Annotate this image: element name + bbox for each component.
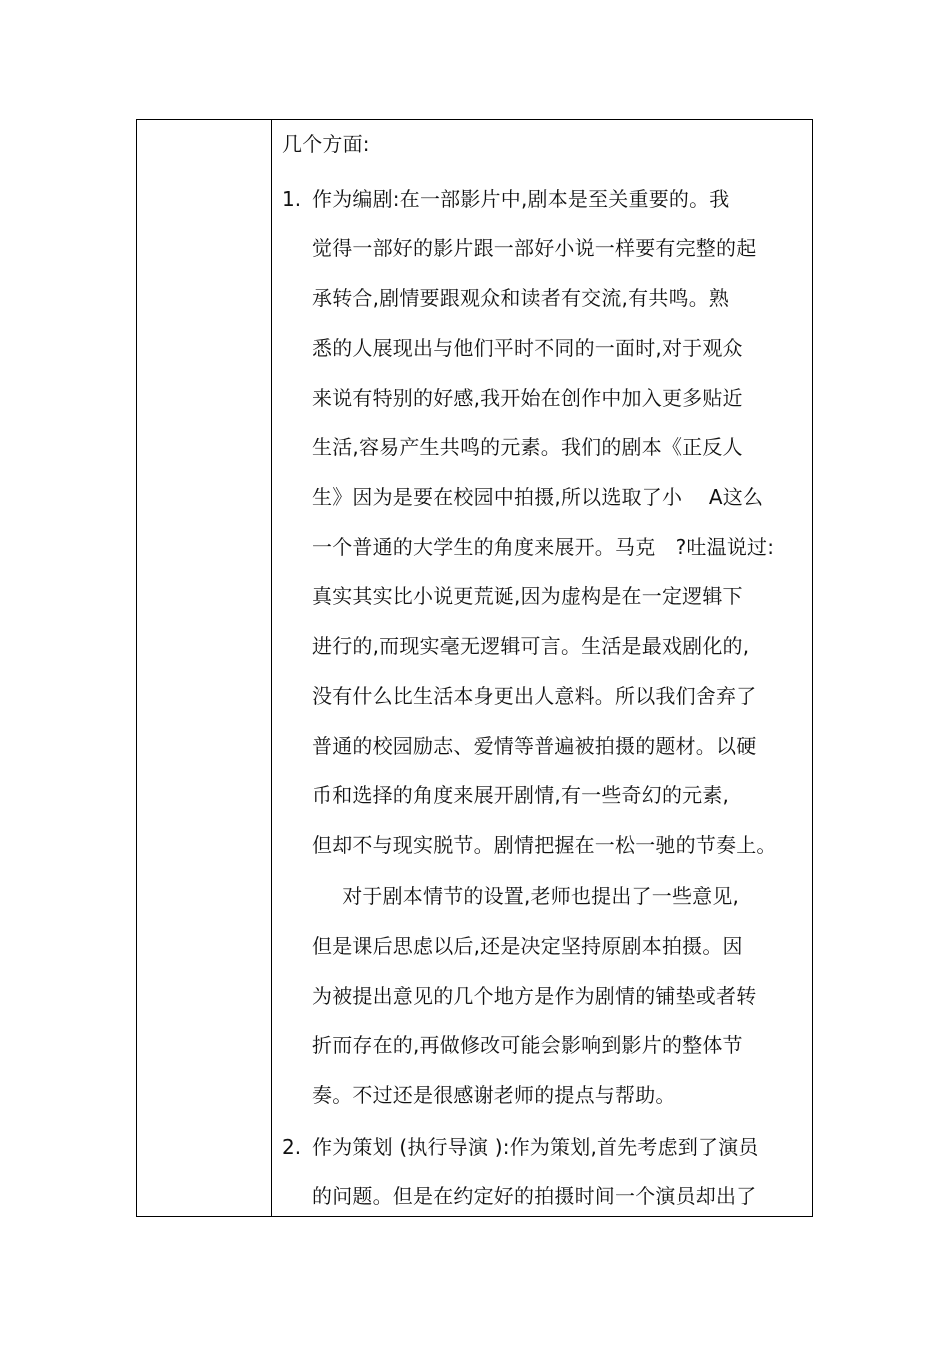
item-1-number: 1.	[282, 187, 302, 211]
item-1-line: 币和选择的角度来展开剧情,有一些奇幻的元素,	[312, 783, 730, 807]
item-1-line: 觉得一部好的影片跟一部好小说一样要有完整的起	[312, 236, 757, 260]
item-2-line: 作为策划 (执行导演 ):作为策划,首先考虑到了演员	[312, 1135, 759, 1159]
item-1-line: 生活,容易产生共鸣的元素。我们的剧本《正反人	[312, 435, 743, 459]
item-1-line: 一个普通的大学生的角度来展开。马克 ?吐温说过:	[312, 535, 775, 559]
item-1-line: 没有什么比生活本身更出人意料。所以我们舍弃了	[312, 684, 757, 708]
item-1-line: 奏。不过还是很感谢老师的提点与帮助。	[312, 1083, 676, 1107]
item-1-line: 但是课后思虑以后,还是决定坚持原剧本拍摄。因	[312, 934, 743, 958]
item-1-line: 对于剧本情节的设置,老师也提出了一些意见,	[322, 884, 740, 908]
item-1-line: 来说有特别的好感,我开始在创作中加入更多贴近	[312, 386, 743, 410]
item-1-line: 生》因为是要在校园中拍摄,所以选取了小 A这么	[312, 485, 764, 509]
item-1-line: 折而存在的,再做修改可能会影响到影片的整体节	[312, 1033, 743, 1057]
item-1-line: 作为编剧:在一部影片中,剧本是至关重要的。我	[312, 187, 730, 211]
left-empty-cell	[137, 120, 272, 1216]
item-1-line: 承转合,剧情要跟观众和读者有交流,有共鸣。熟	[312, 286, 730, 310]
intro-text: 几个方面:	[282, 132, 370, 156]
item-1-line: 但却不与现实脱节。剧情把握在一松一驰的节奏上。	[312, 833, 777, 857]
item-1-line: 为被提出意见的几个地方是作为剧情的铺垫或者转	[312, 984, 757, 1008]
item-1-line: 真实其实比小说更荒诞,因为虚构是在一定逻辑下	[312, 584, 743, 608]
item-1-line: 进行的,而现实毫无逻辑可言。生活是最戏剧化的,	[312, 634, 750, 658]
item-1-line: 普通的校园励志、爱情等普遍被拍摄的题材。以硬	[312, 734, 757, 758]
item-1-line: 悉的人展现出与他们平时不同的一面时,对于观众	[312, 336, 743, 360]
item-2-number: 2.	[282, 1135, 302, 1159]
item-2-line: 的问题。但是在约定好的拍摄时间一个演员却出了	[312, 1184, 757, 1208]
